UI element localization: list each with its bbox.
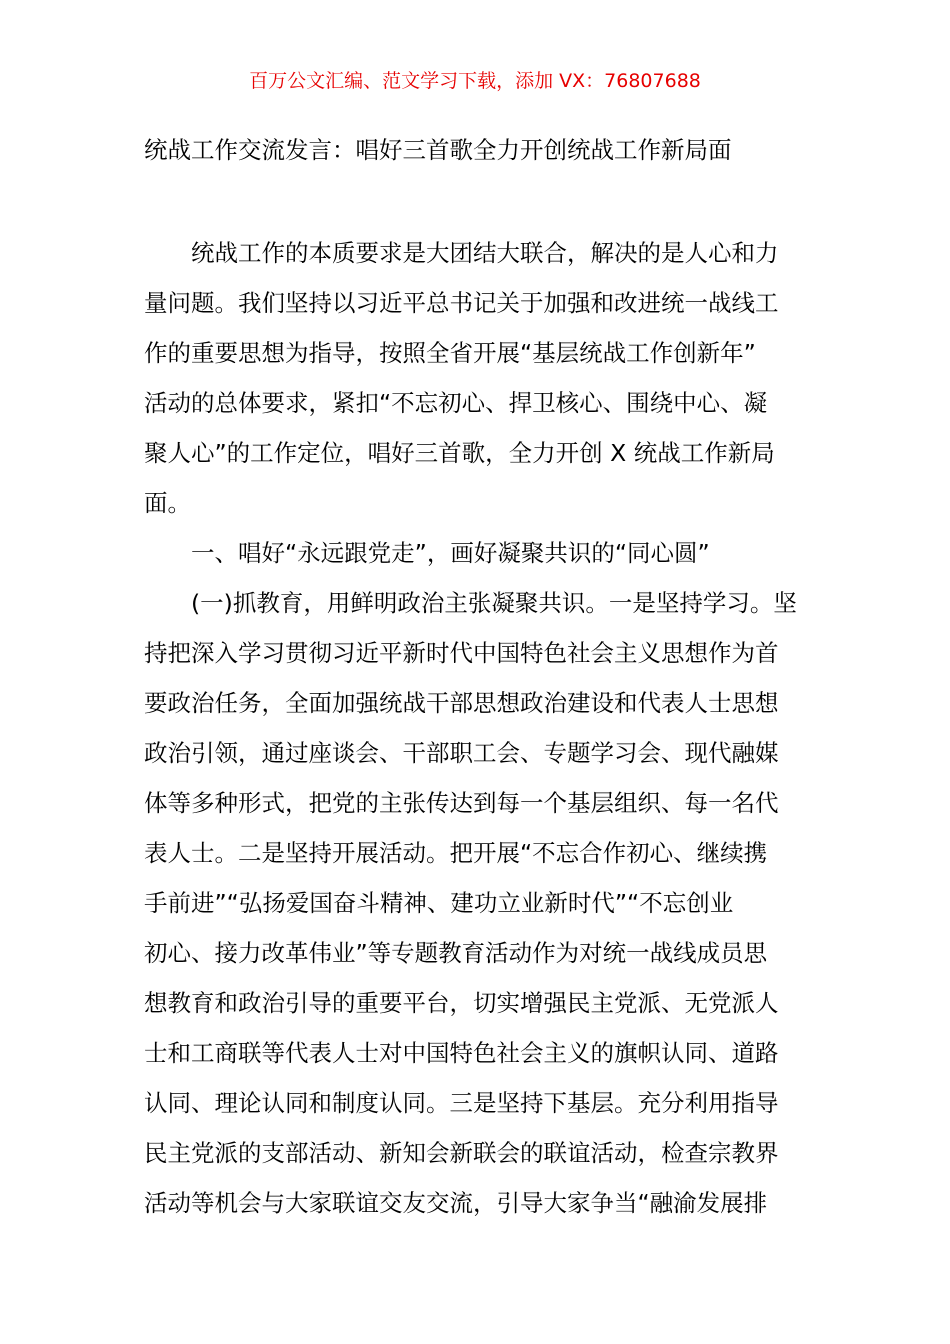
header-note: 百万公文汇编、范文学习下载，添加 VX：76807688 [249,70,701,92]
paragraph-line: 量问题。我们坚持以习近平总书记关于加强和改进统一战线工 [144,289,779,317]
paragraph-line: 士和工商联等代表人士对中国特色社会主义的旗帜认同、道路 [144,1039,779,1067]
paragraph-line: (一)抓教育，用鲜明政治主张凝聚共识。一是坚持学习。坚 [191,589,797,617]
paragraph-line: 作的重要思想为指导，按照全省开展“基层统战工作创新年” [144,339,756,367]
paragraph-line: 民主党派的支部活动、新知会新联会的联谊活动，检查宗教界 [144,1139,779,1167]
paragraph-line: 统战工作的本质要求是大团结大联合，解决的是人心和力 [191,239,779,267]
paragraph-line: 活动等机会与大家联谊交友交流，引导大家争当“融渝发展排 [144,1189,768,1217]
paragraph-line: 面。 [144,489,191,517]
paragraph-line: 认同、理论认同和制度认同。三是坚持下基层。充分利用指导 [144,1089,779,1117]
paragraph-line: 表人士。二是坚持开展活动。把开展“不忘合作初心、继续携 [144,839,768,867]
section-heading: 一、唱好“永远跟党走”，画好凝聚共识的“同心圆” [191,539,710,567]
paragraph-line: 想教育和政治引导的重要平台，切实增强民主党派、无党派人 [144,989,779,1017]
paragraph-line: 持把深入学习贯彻习近平新时代中国特色社会主义思想作为首 [144,639,779,667]
paragraph-line: 体等多种形式，把党的主张传达到每一个基层组织、每一名代 [144,789,779,817]
document-body [144,228,808,1228]
paragraph-line: 政治引领，通过座谈会、干部职工会、专题学习会、现代融媒 [144,739,779,767]
paragraph-line: 聚人心”的工作定位，唱好三首歌，全力开创 X 统战工作新局 [144,439,775,467]
document-title: 统战工作交流发言：唱好三首歌全力开创统战工作新局面 [144,136,732,164]
paragraph-line: 要政治任务，全面加强统战干部思想政治建设和代表人士思想 [144,689,779,717]
paragraph-line: 手前进”“弘扬爱国奋斗精神、建功立业新时代”“不忘创业 [144,889,734,917]
paragraph-line: 初心、接力改革伟业”等专题教育活动作为对统一战线成员思 [144,939,768,967]
paragraph-line: 活动的总体要求，紧扣“不忘初心、捍卫核心、围绕中心、凝 [144,389,768,417]
